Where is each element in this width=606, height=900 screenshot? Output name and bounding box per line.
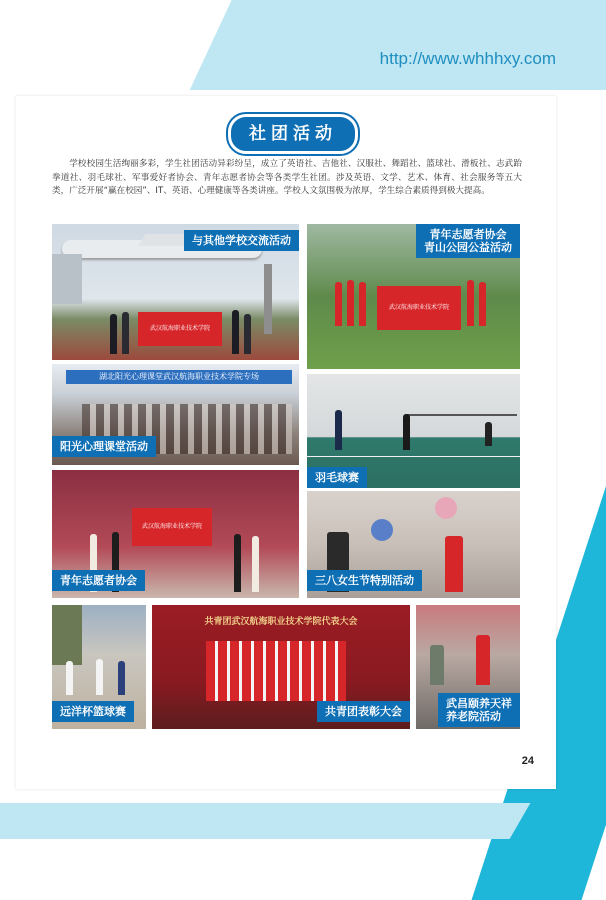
photo-badminton <box>307 374 520 488</box>
photo-psychology-class <box>52 364 299 465</box>
decor-stripe-top <box>190 0 606 90</box>
photo-caption-line2: 养老院活动 <box>446 710 501 723</box>
photo-caption: 羽毛球赛 <box>307 467 367 488</box>
photo-caption <box>416 224 520 258</box>
photo-youth-league <box>152 605 410 729</box>
photo-banner: 武汉航海职业技术学院 <box>377 286 461 330</box>
photo-caption: 共青团表彰大会 <box>317 701 410 722</box>
photo-womens-day <box>307 491 520 598</box>
photo-caption-line1: 武昌颐养天祥 <box>446 697 512 710</box>
photo-nursing-home <box>416 605 520 729</box>
content-card <box>16 96 556 789</box>
photo-caption-line2: 青山公园公益活动 <box>424 241 512 254</box>
decor-stripe-bottom <box>0 803 530 839</box>
photo-caption: 与其他学校交流活动 <box>184 230 299 251</box>
photo-basketball <box>52 605 146 729</box>
photo-banner: 共青团武汉航海职业技术学院代表大会 <box>204 617 358 627</box>
photo-volunteer-association <box>52 470 299 598</box>
website-url[interactable]: http://www.whhhxy.com <box>379 49 556 68</box>
photo-caption: 青年志愿者协会 <box>52 570 145 591</box>
photo-caption <box>438 693 520 727</box>
photo-volunteer-park <box>307 224 520 369</box>
section-title: 社团活动 <box>228 114 358 154</box>
photo-caption-line1: 青年志愿者协会 <box>429 228 507 241</box>
photo-banner: 武汉航海职业技术学院 <box>132 508 212 546</box>
intro-paragraph: 学校校园生活绚丽多彩，学生社团活动异彩纷呈，成立了英语社、吉他社、汉服社、舞蹈社、篮球社、滑板社、志武跆拳道社、羽毛球社、军事爱好者协会、青年志愿者协会等各类学生社团。涉及英语、文学、艺术、体育、社会服务等五大类，广泛开展“赢在校园”、IT、英语、心理健康等各类讲座。学校人文氛围极为浓厚，学生综合素质得到极大提高。 <box>52 159 522 196</box>
photo-banner: 武汉航海职业技术学院 <box>138 312 222 346</box>
photo-caption: 三八女生节特别活动 <box>307 570 422 591</box>
photo-banner: 湖北阳光心理课堂武汉航海职业技术学院专场 <box>66 370 292 384</box>
photo-caption: 阳光心理课堂活动 <box>52 436 156 457</box>
photo-school-exchange <box>52 224 299 360</box>
photo-caption: 远洋杯篮球赛 <box>52 701 134 722</box>
page-number: 24 <box>521 755 534 767</box>
